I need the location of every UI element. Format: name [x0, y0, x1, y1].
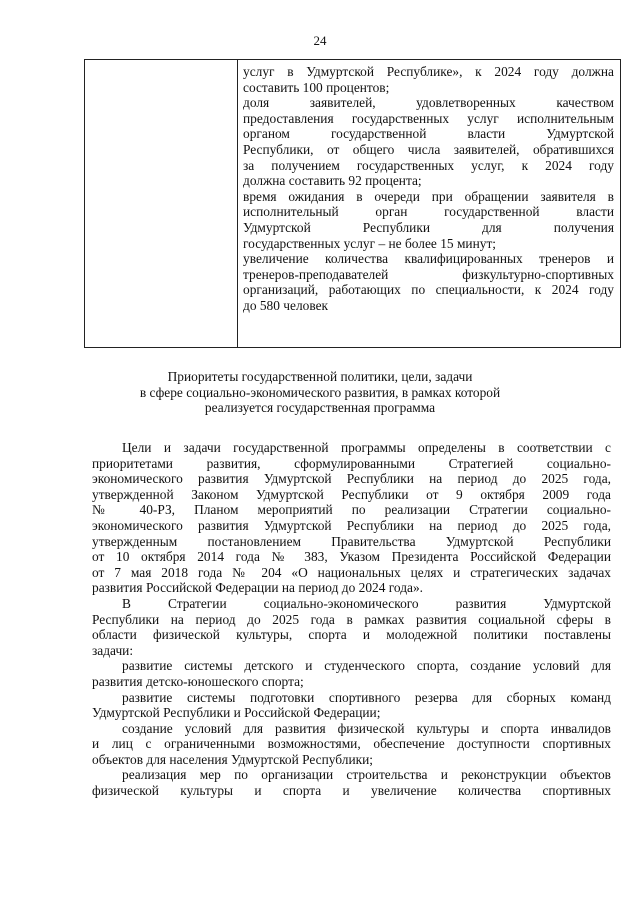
body-line: В Стратегии социально-экономического развития Удмуртской: [122, 595, 611, 611]
table-empty-cell: [85, 60, 238, 347]
body-line: Цели и задачи государственной программы определены в соответствии с: [122, 440, 611, 455]
table-line: увеличение количества квалифицированных тренеров и: [243, 251, 614, 267]
table-line: Республики, от общего числа заявителей, обратившихся: [243, 141, 614, 157]
body-line: реализация мер по организации строительства и реконструкции объектов: [122, 767, 611, 783]
body-line: экономического развития Удмуртской Республики на период до 2025 года,: [92, 471, 611, 487]
table-line: услуг в Удмуртской Республике», к 2024 году должна: [243, 64, 614, 79]
section-heading: [90, 369, 550, 416]
table-line: доля заявителей, удовлетворенных качеством: [243, 95, 614, 111]
body-line: и лиц с ограниченными возможностями, обеспечение доступности спортивных: [92, 736, 611, 752]
body-line: утвержденным постановлением Правительства Удмуртской Республики: [92, 533, 611, 549]
heading-line: реализуется государственная программа: [204, 400, 436, 416]
page-number: 24: [313, 33, 327, 48]
body-line: Удмуртской Республики и Российской Федерации;: [92, 705, 381, 721]
heading-line: в сфере социально-экономического развития, в рамках которой: [139, 384, 501, 400]
table-indicators-cell: [238, 60, 620, 347]
body-line: Республики на период до 2025 года в рамках развития социальной сферы в: [92, 611, 611, 627]
body-line: экономического развития Удмуртской Республики на период до 2025 года,: [92, 517, 611, 533]
body-line: развитие системы подготовки спортивного резерва для сборных команд: [122, 689, 611, 705]
body-text: [92, 440, 611, 799]
table-line: составить 100 процентов;: [243, 79, 390, 95]
table-line: за получением государственных услуг, к 2024 году: [243, 157, 614, 173]
table-line: органом государственной власти Удмуртской: [243, 126, 614, 142]
body-line: от 10 октября 2014 года № 383, Указом Президента Российской Федерации: [92, 549, 611, 565]
table-line: организаций, работающих по специальности, к 2024 году: [243, 282, 614, 298]
body-line: задачи:: [92, 642, 134, 658]
continuation-table: [84, 59, 621, 348]
table-line: государственных услуг – не более 15 минут;: [243, 235, 497, 251]
table-line: Удмуртской Республики для получения: [243, 219, 614, 235]
table-line: должна составить 92 процента;: [243, 173, 422, 189]
heading-line: Приоритеты государственной политики, цели, задачи: [167, 369, 473, 384]
body-line: от 7 мая 2018 года № 204 «О национальных целях и стратегических задачах: [92, 564, 611, 580]
body-line: области физической культуры, спорта и молодежной политики поставлены: [92, 627, 611, 643]
body-line: приоритетами развития, сформулированными Стратегией социально-: [92, 455, 611, 471]
table-line: предоставления государственных услуг исполнительным: [243, 110, 614, 126]
body-line: объектов для населения Удмуртской Республики;: [92, 751, 374, 767]
body-line: № 40-РЗ, Планом мероприятий по реализации Стратегии социально-: [92, 502, 611, 518]
table-line: до 580 человек: [243, 297, 329, 313]
body-line: развития Российской Федерации на период до 2024 года».: [92, 580, 424, 596]
body-line: создание условий для развития физической культуры и спорта инвалидов: [122, 720, 611, 736]
body-line: развития детско-юношеского спорта;: [92, 673, 304, 689]
body-line: развитие системы детского и студенческого спорта, создание условий для: [122, 658, 611, 674]
table-line: время ожидания в очереди при обращении заявителя в: [243, 188, 614, 204]
body-line: утвержденной Законом Удмуртской Республики от 9 октября 2009 года: [92, 486, 611, 502]
body-line: физической культуры и спорта и увеличение количества спортивных: [92, 783, 611, 799]
table-line: тренеров-преподавателей физкультурно-спортивных: [243, 266, 614, 282]
table-line: исполнительный орган государственной власти: [243, 204, 614, 220]
